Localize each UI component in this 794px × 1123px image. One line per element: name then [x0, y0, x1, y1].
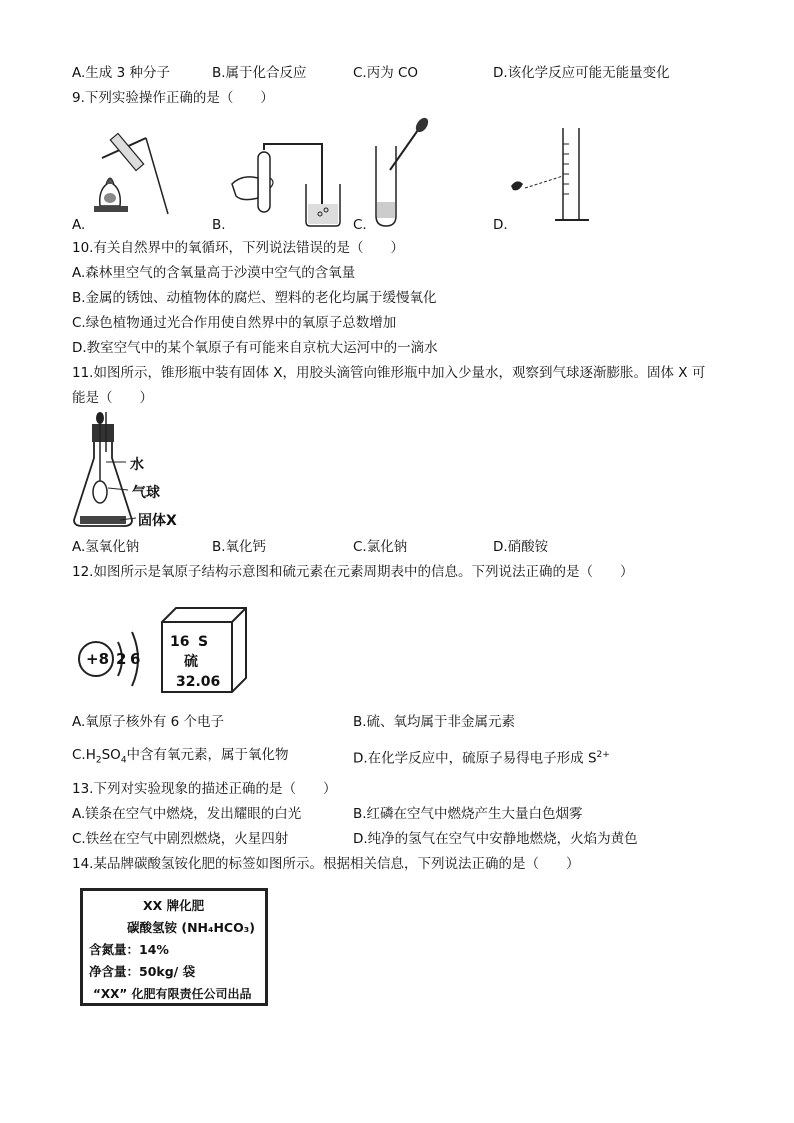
q14-label-nitrogen: 含氮量：14% — [89, 942, 169, 957]
q10-stem: 10.有关自然界中的氧循环，下列说法错误的是（ ） — [72, 240, 404, 256]
q9-figure-b-gas-tightness — [228, 138, 348, 230]
q11-option-c: C.氯化钠 — [353, 539, 408, 555]
q14-stem: 14.某品牌碳酸氢铵化肥的标签如图所示。根据相关信息，下列说法正确的是（ ） — [72, 856, 580, 872]
q12-element-number: 16 — [170, 634, 190, 650]
q13-option-c: C.铁丝在空气中剧烈燃烧，火星四射 — [72, 831, 289, 847]
q9-figure-c-dropper — [368, 116, 438, 230]
q14-label-manufacturer: “XX” 化肥有限责任公司出品 — [93, 987, 252, 1001]
q11-stem-line1: 11.如图所示，锥形瓶中装有固体 X，用胶头滴管向锥形瓶中加入少量水，观察到气球逐渐膨胀。固体 X 可 — [72, 365, 706, 381]
q8-option-d: D.该化学反应可能无能量变化 — [493, 65, 670, 81]
q8-option-b: B.属于化合反应 — [212, 65, 307, 81]
q9-figure-d-cylinder — [505, 124, 605, 230]
q14-label-net-content: 净含量：50kg/ 袋 — [89, 964, 196, 979]
q12-option-b: B.硫、氧均属于非金属元素 — [353, 714, 516, 730]
q12-option-a: A.氧原子核外有 6 个电子 — [72, 714, 224, 730]
q12-option-d: D.在化学反应中，硫原子易得电子形成 $S^{2+}$ — [353, 750, 610, 767]
q9-label-a: A. — [72, 217, 86, 233]
q9-stem: 9.下列实验操作正确的是（ ） — [72, 90, 274, 106]
q8-option-a: A.生成 3 种分子 — [72, 65, 170, 81]
q12-element-symbol: S — [198, 634, 209, 650]
q14-label-title: XX 牌化肥 — [143, 898, 205, 913]
q14-label-name: 碳酸氢铵 (NH₄HCO₃) — [127, 920, 255, 935]
q12-nucleus-charge: +8 — [86, 650, 110, 668]
q11-label-water: 水 — [130, 457, 144, 473]
q11-option-b: B.氧化钙 — [212, 539, 267, 555]
q13-stem: 13.下列对实验现象的描述正确的是（ ） — [72, 781, 337, 797]
q13-option-d: D.纯净的氢气在空气中安静地燃烧，火焰为黄色 — [353, 831, 638, 847]
q10-option-d: D.教室空气中的某个氧原子有可能来自京杭大运河中的一滴水 — [72, 340, 438, 356]
q11-label-balloon: 气球 — [132, 485, 160, 501]
q9-label-d: D. — [493, 217, 508, 233]
q12-option-c: $C.H_2SO_4$中含有氧元素，属于氧化物 — [72, 747, 289, 766]
q9-label-b: B. — [212, 217, 226, 233]
q11-option-a: A.氢氧化钠 — [72, 539, 140, 555]
q12-stem: 12.如图所示是氧原子结构示意图和硫元素在元素周期表中的信息。下列说法正确的是（ ） — [72, 564, 634, 580]
q10-option-a: A.森林里空气的含氧量高于沙漠中空气的含氧量 — [72, 265, 356, 281]
q11-option-d: D.硝酸铵 — [493, 539, 549, 555]
q14-fertilizer-label — [80, 888, 268, 1006]
q13-option-b: B.红磷在空气中燃烧产生大量白色烟雾 — [353, 806, 583, 822]
q10-option-b: B.金属的锈蚀、动植物体的腐烂、塑料的老化均属于缓慢氧化 — [72, 290, 437, 306]
q12-shell1-electrons: 2 — [116, 650, 127, 668]
q8-option-c: C.丙为 CO — [353, 65, 419, 81]
q12-element-name: 硫 — [184, 654, 198, 670]
q9-figure-a-heating — [88, 118, 178, 230]
q13-option-a: A.镁条在空气中燃烧，发出耀眼的白光 — [72, 806, 302, 822]
q12-shell2-electrons: 6 — [130, 650, 141, 668]
q9-label-c: C. — [353, 217, 367, 233]
q10-option-c: C.绿色植物通过光合作用使自然界中的氧原子总数增加 — [72, 315, 397, 331]
q11-stem-line2: 能是（ ） — [72, 390, 153, 406]
q11-label-solid-x: 固体X — [138, 513, 177, 529]
q12-element-mass: 32.06 — [176, 674, 221, 690]
